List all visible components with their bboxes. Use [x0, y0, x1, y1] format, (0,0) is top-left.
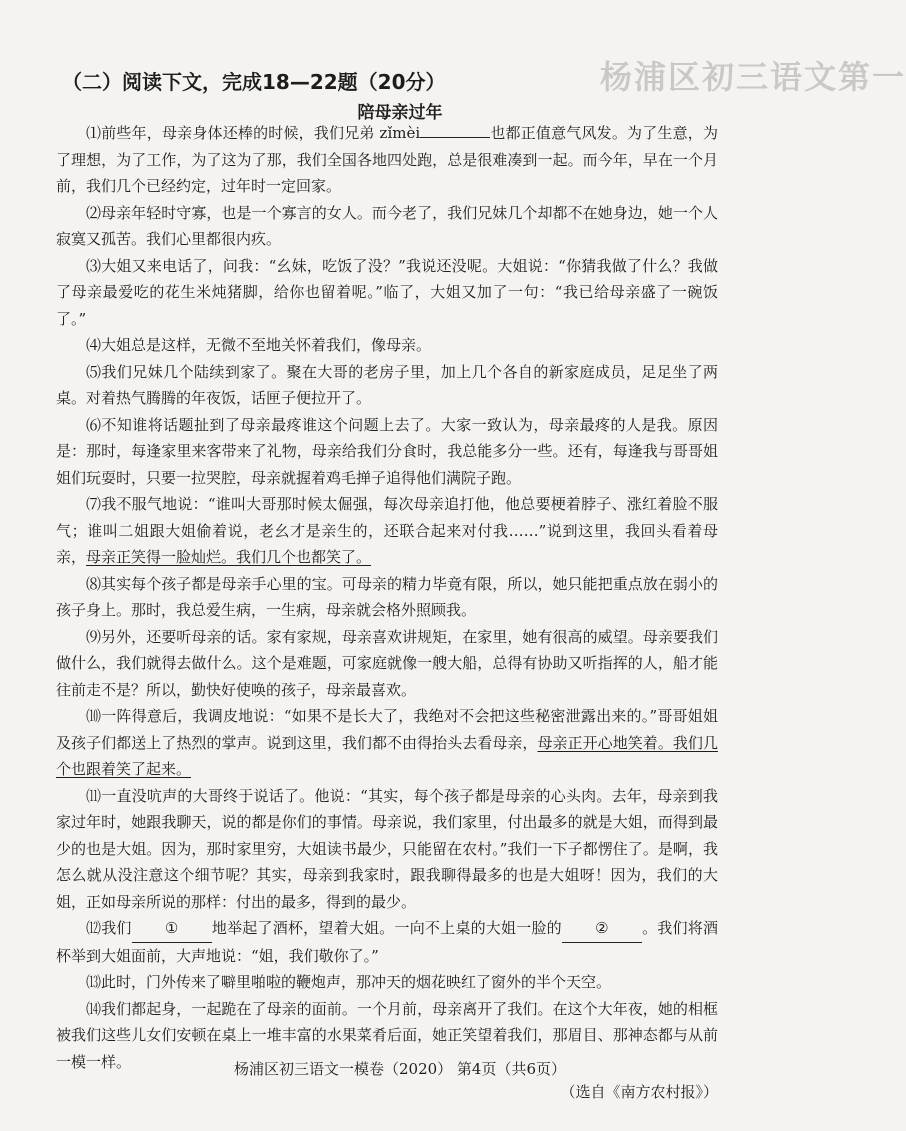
- paragraph-7: [56, 491, 718, 571]
- paragraph-12-text-b: 地举起了酒杯，望着大姐。一向不上桌的大姐一脸的: [211, 919, 562, 937]
- source-citation: （选自《南方农村报》）: [560, 1083, 718, 1101]
- paragraph-12-text-c: 。我们将酒杯举到大姐面前，大声地说：“姐，我们敬你了。”: [56, 919, 718, 965]
- paragraph-1: [56, 120, 718, 200]
- page-footer: 杨浦区初三语文一模卷（2020） 第4页（共6页）: [233, 1060, 567, 1078]
- paragraph-12: [56, 915, 718, 969]
- bleed-through-text: 杨浦区初三语文第一: [600, 58, 906, 96]
- paragraph-10: [56, 703, 718, 783]
- paragraph-14: ⒁我们都起身，一起跪在了母亲的面前。一个月前，母亲离开了我们。在这个大年夜，她的相框被我们这些儿女们安顿在桌上一堆丰富的水果菜肴后面，她正笑望着我们，那眉目、那神态都与从前一模一样。: [56, 999, 718, 1071]
- paragraph-10-text: ⑽一阵得意后，我调皮地说：“如果不是长大了，我绝对不会把这些秘密泄露出来的。”哥哥姐姐及孩子们都送上了热烈的掌声。说到这里，我们都不由得抬头去看母亲，: [56, 707, 718, 752]
- fill-blank-1: ①: [132, 915, 212, 943]
- paragraph-2: ⑵母亲年轻时守寡，也是一个寡言的女人。而今老了，我们兄妹几个却都不在她身边，她一个人寂寞又孤苦。我们心里都很内疚。: [56, 203, 718, 248]
- answer-blank: [420, 121, 490, 138]
- paragraph-13: ⒀此时，门外传来了噼里啪啦的鞭炮声，那冲天的烟花映红了窗外的半个天空。: [86, 973, 612, 991]
- section-title: （二）阅读下文，完成18—22题（20分）: [62, 70, 446, 94]
- article-body: [56, 120, 718, 1106]
- paragraph-9: ⑼另外，还要听母亲的话。家有家规，母亲喜欢讲规矩，在家里，她有很高的威望。母亲要我们做什么，我们就得去做什么。这个是难题，可家庭就像一艘大船，总得有协助又听指挥的人，船才能往前走不是？所以，勤快好使唤的孩子，母亲最喜欢。: [56, 627, 718, 699]
- paragraph-4: ⑷大姐总是这样，无微不至地关怀着我们，像母亲。: [86, 336, 432, 354]
- paragraph-6: ⑹不知谁将话题扯到了母亲最疼谁这个问题上去了。大家一致认为，母亲最疼的人是我。原因是：那时，每逢家里来客带来了礼物，母亲给我们分食时，我总能多分一些。还有，每逢我与哥哥姐姐们玩耍时，只要一拉哭腔，母亲就握着鸡毛掸子追得他们满院子跑。: [56, 415, 718, 487]
- paragraph-8: ⑻其实每个孩子都是母亲手心里的宝。可母亲的精力毕竟有限，所以，她只能把重点放在弱小的孩子身上。那时，我总爱生病，一生病，母亲就会格外照顾我。: [56, 574, 718, 619]
- paragraph-1-text-b: 也都正值意气风发。为了生意，为了理想，为了工作，为了这为了那，我们全国各地四处跑，总是很难凑到一起。而今年，早在一个月前，我们几个已经约定，过年时一定回家。: [56, 124, 718, 195]
- paragraph-5: ⑸我们兄妹几个陆续到家了。聚在大哥的老房子里，加上几个各自的新家庭成员，足足坐了两桌。对着热气腾腾的年夜饭，话匣子便拉开了。: [56, 362, 718, 407]
- paragraph-11: ⑾一直没吭声的大哥终于说话了。他说：“其实，每个孩子都是母亲的心头肉。去年，母亲到我家过年时，她跟我聊天，说的都是你们的事情。母亲说，我们家里，付出最多的就是大姐，而得到最少的也是大姐。因为，那时家里穷，大姐读书最少，只能留在农村。”我们一下子都愣住了。是啊，我怎么就从没注意这个细节呢？其实，母亲到我家时，跟我聊得最多的也是大姐呀！因为，我们的大姐，正如母亲所说的那样：付出的最多，得到的最少。: [56, 786, 718, 911]
- underlined-sentence-1: 母亲正笑得一脸灿烂。我们几个也都笑了。: [86, 548, 372, 566]
- paragraph-1-text-a: ⑴前些年，母亲身体还棒的时候，我们兄弟 zǐmèi: [86, 124, 421, 142]
- fill-blank-2: ②: [562, 915, 642, 943]
- paragraph-7-text: ⑺我不服气地说：“谁叫大哥那时候太倔强，每次母亲追打他，他总要梗着脖子、涨红着脸不服气；谁叫二姐跟大姐偷着说，老幺才是亲生的，还联合起来对付我……”说到这里，我回头看着母亲，: [56, 495, 718, 566]
- paragraph-12-text-a: ⑿我们: [86, 919, 132, 937]
- underlined-sentence-2: 母亲正开心地笑着。我们几个也跟着笑了起来。: [56, 733, 718, 778]
- paragraph-3: ⑶大姐又来电话了，问我：“幺妹，吃饭了没？”我说还没呢。大姐说：“你猜我做了什么？我做了母亲最爱吃的花生米炖猪脚，给你也留着呢。”临了，大姐又加了一句：“我已给母亲盛了一碗饭了。”: [56, 256, 718, 328]
- article-title: 陪母亲过年: [357, 103, 443, 123]
